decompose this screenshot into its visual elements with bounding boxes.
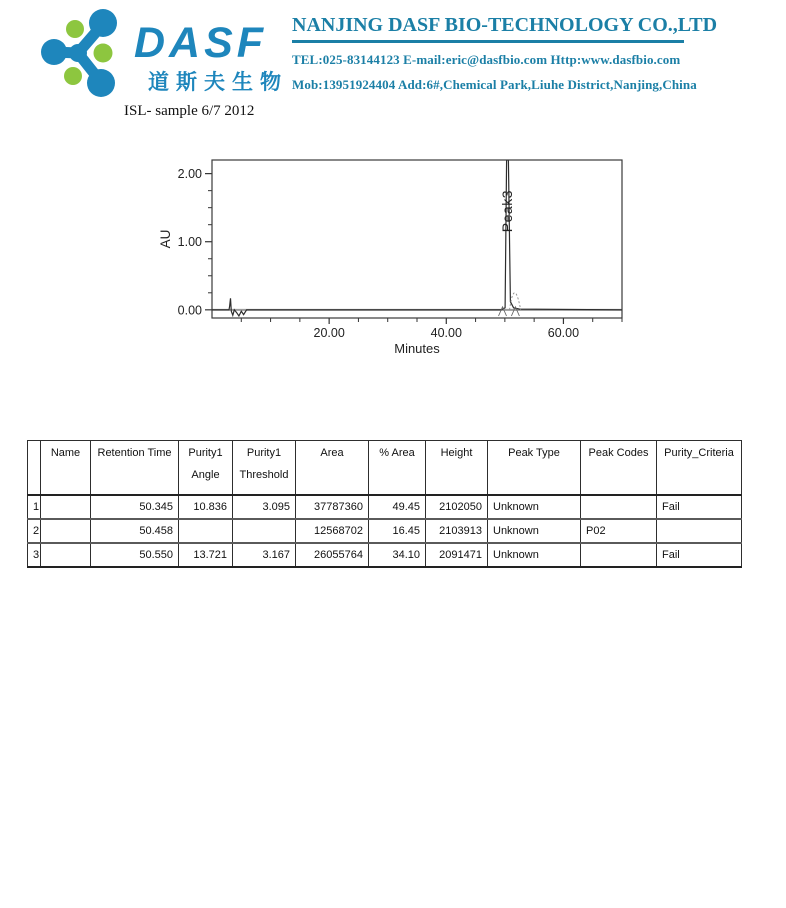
molecule-logo-icon	[40, 8, 136, 100]
company-name: NANJING DASF BIO-TECHNOLOGY CO.,LTD	[292, 14, 684, 43]
dasf-logo	[40, 6, 292, 101]
table-cell: 10.836	[179, 495, 233, 519]
table-cell: Unknown	[488, 519, 581, 543]
table-cell	[41, 495, 91, 519]
y-tick-label: 0.00	[177, 303, 202, 318]
table-cell: 34.10	[369, 543, 426, 567]
column-header: Peak Type	[488, 441, 581, 496]
column-header: Height	[426, 441, 488, 496]
table-cell: Unknown	[488, 495, 581, 519]
brand-name-chinese: 道斯夫生物	[148, 71, 288, 94]
table-cell: 50.345	[91, 495, 179, 519]
table-cell: 12568702	[296, 519, 369, 543]
x-tick-label: 40.00	[430, 326, 462, 340]
table-cell: 16.45	[369, 519, 426, 543]
contact-line-1: TEL:025-83144123 E-mail:eric@dasfbio.com Http:www.dasfbio.com	[292, 52, 681, 67]
table-cell: 2	[28, 519, 41, 543]
table-cell: 2103913	[426, 519, 488, 543]
x-tick-label: 20.00	[313, 326, 345, 340]
table-cell: 13.721	[179, 543, 233, 567]
table-cell	[581, 495, 657, 519]
table-cell	[179, 519, 233, 543]
table-cell	[581, 543, 657, 567]
column-header: Area	[296, 441, 369, 496]
table-cell: 3	[28, 543, 41, 567]
table-cell: 3.095	[233, 495, 296, 519]
x-axis-label: Minutes	[394, 341, 440, 356]
table-cell: 26055764	[296, 543, 369, 567]
table-row	[28, 519, 742, 543]
table-cell: 2091471	[426, 543, 488, 567]
table-cell: 3.167	[233, 543, 296, 567]
column-header: Peak Codes	[581, 441, 657, 496]
y-tick-label: 1.00	[177, 235, 202, 250]
table-cell: P02	[581, 519, 657, 543]
table-row	[28, 495, 742, 519]
column-header: Purity_Criteria	[657, 441, 742, 496]
column-header: Retention Time	[91, 441, 179, 496]
table-cell	[41, 519, 91, 543]
table-cell: 50.458	[91, 519, 179, 543]
table-cell: Fail	[657, 543, 742, 567]
table-cell	[41, 543, 91, 567]
column-header	[28, 441, 41, 496]
table-cell: 37787360	[296, 495, 369, 519]
chromatogram-trace	[212, 160, 622, 316]
column-header: % Area	[369, 441, 426, 496]
chromatogram-svg	[150, 148, 640, 363]
table-cell: 50.550	[91, 543, 179, 567]
y-axis-label: AU	[158, 229, 173, 249]
table-cell: 2102050	[426, 495, 488, 519]
peak-results-table	[27, 440, 741, 568]
column-header: Purity1 Threshold	[233, 441, 296, 496]
table-row	[28, 543, 742, 567]
table-cell	[657, 519, 742, 543]
brand-name: DASF	[134, 19, 268, 67]
table-cell: Unknown	[488, 543, 581, 567]
sample-label: ISL- sample 6/7 2012	[124, 103, 255, 119]
table-cell: 49.45	[369, 495, 426, 519]
x-tick-label: 60.00	[547, 326, 580, 340]
table-header-row	[28, 441, 742, 496]
column-header: Name	[41, 441, 91, 496]
y-tick-label: 2.00	[177, 167, 202, 182]
company-header	[292, 14, 718, 93]
chromatogram-chart	[150, 148, 640, 363]
column-header: Purity1 Angle	[179, 441, 233, 496]
contact-line-2: Mob:13951924404 Add:6#,Chemical Park,Liuhe District,Nanjing,China	[292, 77, 697, 92]
table-cell: Fail	[657, 495, 742, 519]
table-cell	[233, 519, 296, 543]
table-cell: 1	[28, 495, 41, 519]
peak-label: Peak3	[498, 189, 515, 233]
